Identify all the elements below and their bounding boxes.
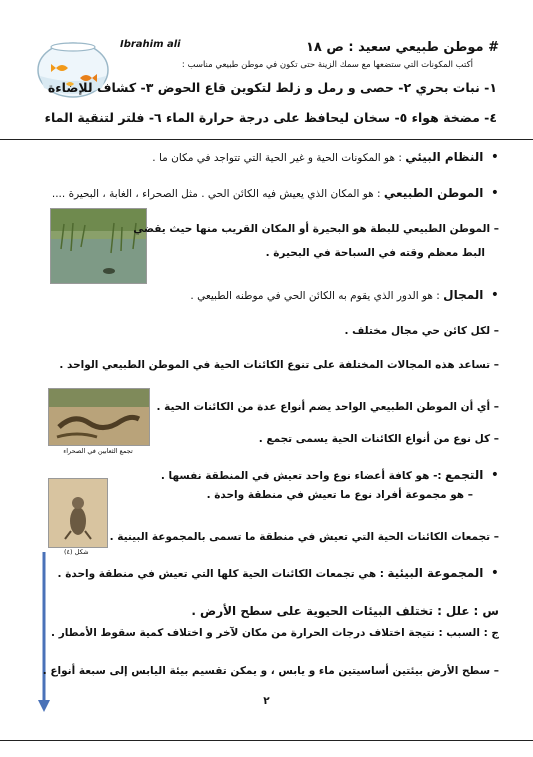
earth-environments-line: – سطح الأرض بيئتين أساسيتين ماء و يابس ، و يمكن تقسيم بيئة اليابس إلى سبعة أنواع . — [43, 664, 499, 678]
duck-habitat-line-2: البط معظم وقته في السباحة في البحيرة . — [265, 247, 485, 259]
components-row-1: ١- نبات بحري ٢- حصى و رمل و زلط لتكوين قاع الحوض ٣- كشاف للإضاءة — [47, 80, 497, 95]
population-definition-2: – هو مجموعة أفراد نوع ما تعيش في منطقة واحدة . — [207, 488, 473, 502]
community-term: المجموعة البيئية — [387, 566, 484, 580]
question-term: علل — [445, 604, 470, 618]
question-line — [191, 604, 499, 618]
ecosystem-definition: : هو المكونات الحية و غير الحية التي تتواجد في مكان ما . — [152, 152, 402, 164]
duck-lake-photo — [50, 208, 147, 284]
ecosystem-term: النظام البيئي — [405, 150, 484, 164]
habitat-definition: : هو المكان الذي يعيش فيه الكائن الحي . مثل الصحراء ، الغابة ، البحيرة .... — [51, 188, 381, 200]
answer-line: ج : السبب : نتيجة اختلاف درجات الحرارة من مكان لآخر و اختلاف كمية سقوط الأمطار . — [51, 627, 499, 639]
components-row-2: ٤- مضخة هواء ٥- سخان ليحافظ على درجة حرارة الماء ٦- فلتر لتنقية الماء — [44, 110, 497, 125]
habitat-term: الموطن الطبيعي — [383, 186, 484, 200]
lizard-caption: شكل (٤) — [64, 548, 89, 556]
community-line: – تجمعات الكائنات الحية التي تعيش في منطقة ما تسمى بالمجموعة البينية . — [110, 530, 499, 544]
population-line — [161, 468, 499, 483]
question-prefix: س : — [473, 604, 499, 618]
population-definition: :- هو كافة أعضاء نوع واحد تعيش في المنطقة نفسها . — [160, 470, 442, 482]
snakes-caption: تجمع الثعابين في الصحراء — [63, 447, 133, 455]
niche-point-2: – تساعد هذه المجالات المختلفة على تنوع الكائنات الحية في الموطن الطبيعي الواحد . — [59, 358, 499, 372]
lizard-photo — [48, 478, 108, 548]
niche-term: المجال — [443, 288, 484, 302]
footer-divider — [0, 740, 533, 741]
page-number: ٢ — [263, 695, 270, 707]
niche-point-4: – كل نوع من أنواع الكائنات الحية يسمى تجمع . — [259, 432, 499, 446]
header-divider — [0, 139, 533, 140]
community-definition-line — [58, 566, 499, 581]
instruction-text: أكتب المكونات التي ستضعها مع سمك الزينة حتى تكون في موطن طبيعي مناسب : — [181, 60, 473, 70]
question-text: : تختلف البيئات الحيوية على سطح الأرض . — [191, 604, 442, 618]
niche-line — [190, 288, 499, 303]
down-arrow-icon — [38, 552, 50, 712]
author-name: Ibrahim ali — [120, 39, 181, 50]
habitat-line — [52, 186, 499, 201]
niche-point-1: – لكل كائن حي مجال مختلف . — [345, 324, 500, 338]
population-term: التجمع — [444, 468, 484, 482]
niche-point-3: – أي أن الموطن الطبيعي الواحد يضم أنواع عدة من الكائنات الحية . — [156, 400, 499, 414]
snakes-photo — [48, 388, 150, 446]
community-definition: : هي تجمعات الكائنات الحية كلها التي تعيش في منطقة واحدة . — [57, 568, 385, 580]
niche-definition: : هو الدور الذي يقوم به الكائن الحي في موطنه الطبيعي . — [190, 290, 440, 302]
page-title: # موطن طبيعي سعيد : ص ١٨ — [305, 40, 499, 55]
duck-habitat-line-1: – الموطن الطبيعي للبطة هو البحيرة أو المكان القريب منها حيث يقضي — [133, 222, 499, 236]
ecosystem-line — [152, 150, 499, 165]
